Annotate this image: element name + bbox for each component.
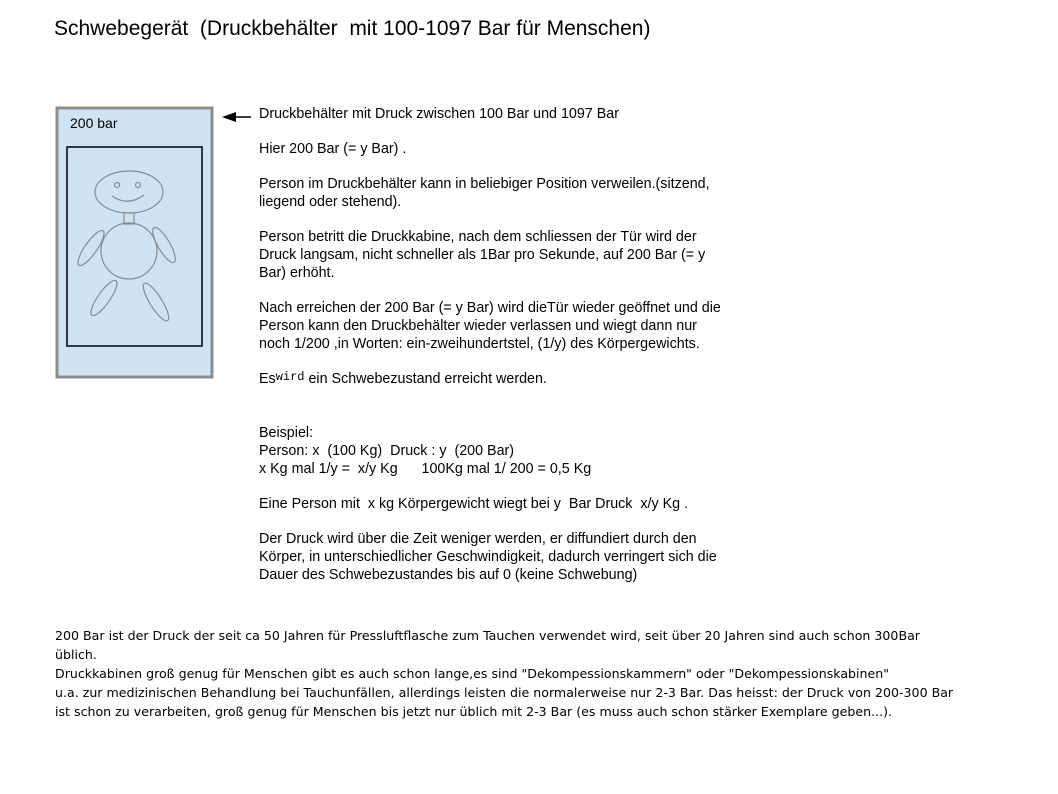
text-para-5: Nach erreichen der 200 Bar (= y Bar) wird dieTür wieder geöffnet und die Person kann den Druckbehälter wieder verlassen und wiegt dann nur noch 1/200 ,in Worten: ein-zweihundertstel, (1/y) des Körpergewichts. (259, 300, 721, 352)
text-para-6 (259, 370, 819, 389)
footer-para-2: Druckkabinen groß genug für Menschen gibt es auch schon lange,es sind "Dekompessionskammern" oder "Dekompessionskabinen" (55, 666, 890, 681)
text-para-9: Der Druck wird über die Zeit weniger werden, er diffundiert durch den Körper, in unterschiedlicher Geschwindigkeit, dadurch verringert sich die Dauer des Schwebezustandes bis auf 0 (keine Schwebung) (259, 531, 717, 583)
example-line-2: x Kg mal 1/y = x/y Kg 100Kg mal 1/ 200 = 0,5 Kg (259, 461, 592, 477)
chamber-door (67, 147, 202, 346)
text-para-6-c: ein Schwebezustand erreicht werden. (308, 371, 547, 387)
text-para-8: Eine Person mit x kg Körpergewicht wiegt bei y Bar Druck x/y Kg . (259, 496, 689, 512)
text-line-1: Druckbehälter mit Druck zwischen 100 Bar und 1097 Bar (259, 106, 619, 122)
example-line-1: Person: x (100 Kg) Druck : y (200 Bar) (259, 443, 515, 459)
footer-notes (55, 626, 955, 721)
text-line-2: Hier 200 Bar (= y Bar) . (259, 141, 407, 157)
footer-para-1: 200 Bar ist der Druck der seit ca 50 Jahren für Pressluftflasche zum Tauchen verwendet wird, seit über 20 Jahren sind auch schon 300Bar üblich. (55, 628, 920, 662)
example-heading: Beispiel: (259, 425, 314, 441)
pressure-label: 200 bar (70, 115, 118, 131)
footer-para-3: u.a. zur medizinischen Behandlung bei Tauchunfällen, allerdings leisten die normalerweise nur 2-3 Bar. Das heisst: der Druck von 200-300 Bar ist schon zu verarbeiten, groß genug für Menschen bis jetzt nur üblich mit 2-3 Bar (es muss auch schon stärker Exemplare geben...). (55, 685, 954, 719)
text-para-3: Person im Druckbehälter kann in beliebiger Position verweilen.(sitzend, liegend oder stehend). (259, 176, 710, 210)
page-title: Schwebegerät (Druckbehälter mit 100-1097 Bar für Menschen) (54, 17, 651, 40)
text-para-6-a: Es (259, 371, 276, 387)
arrow-left-icon (222, 112, 251, 122)
pressure-chamber-diagram (0, 0, 260, 400)
description-text (259, 105, 819, 601)
text-para-6-b: wird (275, 370, 305, 384)
text-para-4: Person betritt die Druckkabine, nach dem schliessen der Tür wird der Druck langsam, nicht schneller als 1Bar pro Sekunde, auf 200 Bar (= y Bar) erhöht. (259, 229, 706, 281)
